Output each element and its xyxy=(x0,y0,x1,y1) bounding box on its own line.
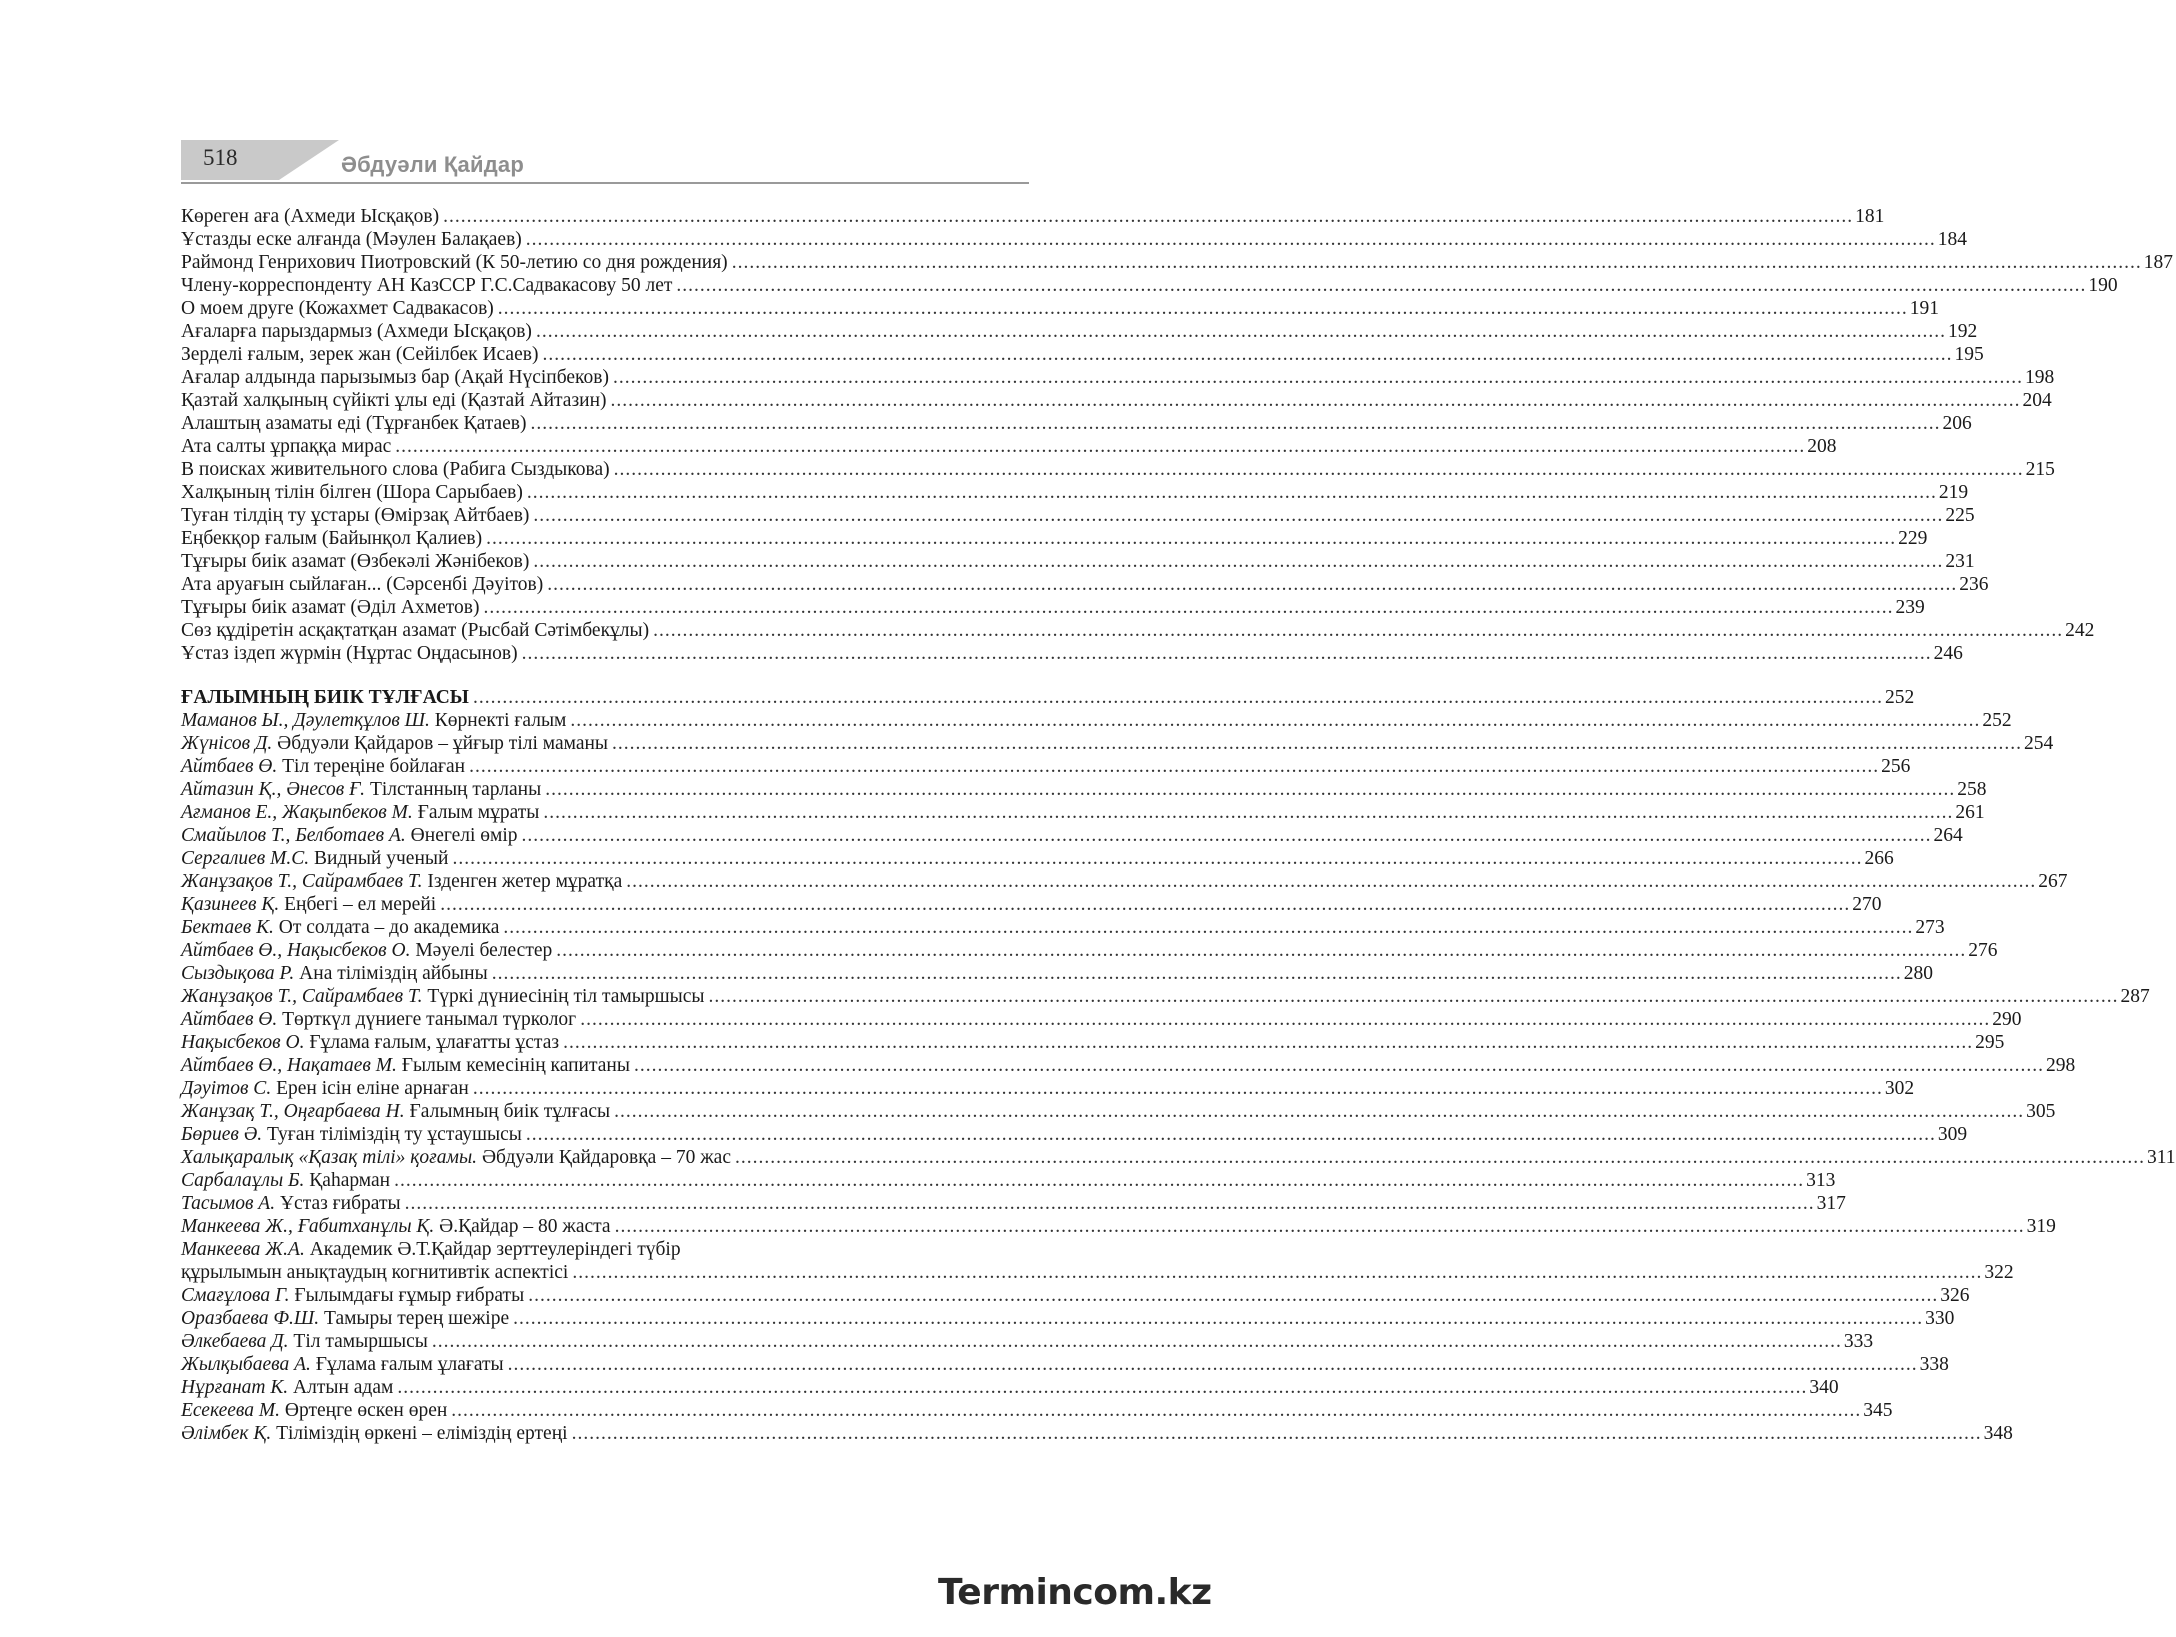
toc-entry-title: Тілстанның тарланы xyxy=(369,779,542,800)
toc-entry[interactable] xyxy=(181,527,1928,550)
toc-entry-title: Ғалымның биік тұлғасы xyxy=(409,1101,611,1122)
toc-entry[interactable] xyxy=(181,824,1963,847)
toc-entry-page: 276 xyxy=(1968,940,1998,961)
toc-entry-author: Нақысбеков О. xyxy=(181,1032,305,1053)
toc-entry-text xyxy=(181,1376,393,1399)
toc-entry-author: Сергалиев М.С. xyxy=(181,848,310,869)
dot-leader xyxy=(580,1008,1990,1031)
toc-entry-author: Манкеева Ж.А. xyxy=(181,1239,305,1260)
toc-entry-page: 311 xyxy=(2147,1147,2176,1168)
toc-entry-title: Қаһарман xyxy=(309,1170,391,1191)
running-title: Әбдуәли Қайдар xyxy=(341,152,524,177)
toc-entry-page: 229 xyxy=(1898,528,1928,549)
toc-entry-title: Академик Ә.Т.Қайдар зерттеулеріндегі түбір xyxy=(309,1239,681,1260)
toc-entry[interactable] xyxy=(181,550,1975,573)
dot-leader xyxy=(498,297,1908,320)
toc-entry[interactable] xyxy=(181,1054,2076,1077)
toc-entry-title: Түркі дүниесінің тіл тамыршысы xyxy=(427,986,705,1007)
section-heading-entry[interactable] xyxy=(181,686,1915,709)
section-heading: ҒАЛЫМНЫҢ БИІК ТҰЛҒАСЫ xyxy=(181,687,469,708)
section-gap xyxy=(181,665,1019,686)
toc-entry-author: Сарбалаұлы Б. xyxy=(181,1170,305,1191)
toc-entry-page: 340 xyxy=(1809,1377,1839,1398)
toc-entry-page: 254 xyxy=(2024,733,2054,754)
toc-entry-author: Жүнісов Д. xyxy=(181,733,273,754)
toc-entry-text xyxy=(181,1054,630,1077)
toc-entry-text xyxy=(181,1146,731,1169)
toc-entry-page: 319 xyxy=(2026,1216,2056,1237)
toc-entry[interactable] xyxy=(181,1169,1836,1192)
toc-entry-title: Ғылым кемесінің капитаны xyxy=(401,1055,630,1076)
table-of-contents xyxy=(181,205,2176,1445)
toc-entry[interactable] xyxy=(181,435,1837,458)
toc-entry-author: Нұрғанат К. xyxy=(181,1377,289,1398)
toc-entry-title: Тіл тамыршысы xyxy=(293,1331,428,1352)
toc-entry-page: 215 xyxy=(2025,459,2055,480)
toc-entry-author: Жанұзақов Т., Сайрамбаев Т. xyxy=(181,871,423,892)
toc-entry-title: Ғалым мұраты xyxy=(417,802,540,823)
toc-entry-page: 298 xyxy=(2045,1055,2076,1076)
toc-entry-text xyxy=(181,939,552,962)
dot-leader xyxy=(542,343,1952,366)
toc-entry-page: 190 xyxy=(2088,275,2118,296)
toc-entry-title: В поисках живительного слова (Рабига Сыздыкова) xyxy=(181,459,610,480)
site-watermark-logo xyxy=(938,1572,1212,1613)
toc-entry-title: Тұғыры биік азамат (Әділ Ахметов) xyxy=(181,597,480,618)
dot-leader xyxy=(533,504,1943,527)
toc-entry-page: 231 xyxy=(1945,551,1975,572)
toc-entry[interactable] xyxy=(181,1353,1949,1376)
dot-leader xyxy=(528,1284,1938,1307)
toc-entry-title: Видный ученый xyxy=(314,848,449,869)
toc-entry-title: Ізденген жетер мұратқа xyxy=(427,871,623,892)
toc-entry-page: 348 xyxy=(1983,1423,2013,1444)
toc-entry-title: Ата салты ұрпаққа мирас xyxy=(181,436,392,457)
toc-entry-page: 287 xyxy=(2120,986,2150,1007)
toc-entry[interactable] xyxy=(181,755,1911,778)
toc-entry-text xyxy=(181,1215,611,1238)
toc-entry-title: Ғылымдағы ғұмыр ғибраты xyxy=(294,1285,525,1306)
toc-entry-title: Туған тіліміздің ту ұстаушысы xyxy=(267,1124,522,1145)
toc-part-2 xyxy=(181,709,2176,1445)
dot-leader xyxy=(469,755,1879,778)
dot-leader xyxy=(508,1353,1918,1376)
toc-entry-title: Көреген аға (Ахмеди Ысқақов) xyxy=(181,206,440,227)
toc-entry-text xyxy=(181,1353,504,1376)
dot-leader xyxy=(443,205,1853,228)
dot-leader xyxy=(526,228,1936,251)
toc-entry-page: 309 xyxy=(1937,1124,1968,1145)
toc-entry-page: 225 xyxy=(1945,505,1975,526)
toc-entry[interactable] xyxy=(181,389,2052,412)
toc-entry-title: Ағалар алдында парызымыз бар (Ақай Нүсіпбеков) xyxy=(181,367,609,388)
toc-entry-title: Туған тілдің ту ұстары (Өмірзақ Айтбаев) xyxy=(181,505,530,526)
dot-leader xyxy=(483,596,1893,619)
toc-entry-page: 305 xyxy=(2026,1101,2056,1122)
toc-entry[interactable] xyxy=(181,251,2173,274)
dot-leader xyxy=(563,1031,1973,1054)
dot-leader xyxy=(634,1054,2044,1077)
toc-entry-author: Әлкебаева Д. xyxy=(181,1331,289,1352)
toc-entry-author: Сыздықова Р. xyxy=(181,963,295,984)
dot-leader xyxy=(473,686,1883,709)
dot-leader xyxy=(522,642,1932,665)
toc-entry-page: 184 xyxy=(1937,229,1968,250)
toc-entry[interactable] xyxy=(181,1100,2056,1123)
toc-entry-page: 256 xyxy=(1881,756,1911,777)
toc-entry-page: 313 xyxy=(1806,1170,1836,1191)
toc-entry[interactable] xyxy=(181,573,1989,596)
toc-entry-author: Ағманов Е., Жақыпбеков М. xyxy=(181,802,413,823)
toc-entry-page: 333 xyxy=(1843,1331,1874,1352)
dot-leader xyxy=(545,778,1955,801)
dot-leader xyxy=(513,1307,1923,1330)
toc-entry-text xyxy=(181,985,704,1008)
toc-entry[interactable] xyxy=(181,320,1978,343)
toc-entry-author: Айтбаев Ө., Нақысбеков О. xyxy=(181,940,411,961)
toc-entry-page: 242 xyxy=(2065,620,2095,641)
toc-entry-page: 326 xyxy=(1940,1285,1970,1306)
page-number-tab-arrow xyxy=(279,140,339,180)
dot-leader xyxy=(572,1261,1982,1284)
toc-entry-title: Ата аруағын сыйлаған... (Сәрсенбі Дәуітов) xyxy=(181,574,544,595)
dot-leader xyxy=(708,985,2118,1008)
toc-entry[interactable] xyxy=(181,1422,2013,1445)
toc-entry-text xyxy=(181,1330,428,1353)
toc-entry-author: Манкеева Ж., Ғабитханұлы Қ. xyxy=(181,1216,435,1237)
toc-entry-title: Өнегелі өмір xyxy=(410,825,518,846)
toc-entry-page: 322 xyxy=(1984,1262,2014,1283)
toc-entry-continuation[interactable] xyxy=(181,1261,2014,1284)
toc-entry-text xyxy=(181,962,488,985)
toc-entry[interactable] xyxy=(181,596,1925,619)
section-page-number: 252 xyxy=(1884,687,1915,708)
toc-entry-page: 302 xyxy=(1884,1078,1915,1099)
toc-entry-title: Раймонд Генрихович Пиотровский (К 50-летию со дня рождения) xyxy=(181,252,728,273)
toc-entry-text xyxy=(181,1123,522,1146)
toc-entry-text xyxy=(181,1077,469,1100)
toc-entry-author: Дәуітов С. xyxy=(181,1078,272,1099)
toc-entry[interactable] xyxy=(181,1238,1019,1261)
dot-leader xyxy=(432,1330,1842,1353)
toc-entry[interactable] xyxy=(181,893,1882,916)
toc-entry[interactable] xyxy=(181,1284,1970,1307)
dot-leader xyxy=(556,939,1966,962)
toc-entry-text xyxy=(181,824,518,847)
dot-leader xyxy=(543,801,1953,824)
toc-part-1 xyxy=(181,205,2173,665)
toc-entry[interactable] xyxy=(181,870,2068,893)
toc-entry[interactable] xyxy=(181,1008,2022,1031)
toc-entry-author: Айтбаев Ө., Нақатаев М. xyxy=(181,1055,397,1076)
dot-leader xyxy=(531,412,1941,435)
toc-entry-title: Ұстазды еске алғанда (Мәулен Балақаев) xyxy=(181,229,522,250)
toc-entry-title: Еңбегі – ел мерейі xyxy=(284,894,437,915)
toc-entry[interactable] xyxy=(181,801,1985,824)
dot-leader xyxy=(394,1169,1804,1192)
toc-entry[interactable] xyxy=(181,343,1984,366)
page-number: 518 xyxy=(203,145,238,170)
toc-entry-author: Тасымов А. xyxy=(181,1193,276,1214)
header-rule xyxy=(181,182,1029,184)
dot-leader xyxy=(492,962,1902,985)
toc-entry-title: Ана тіліміздің айбыны xyxy=(299,963,488,984)
toc-entry-title: Тіл тереңіне бойлаған xyxy=(282,756,466,777)
toc-entry-title: О моем друге (Кожахмет Садвакасов) xyxy=(181,298,494,319)
dot-leader xyxy=(527,481,1937,504)
toc-entry-page: 295 xyxy=(1975,1032,2005,1053)
toc-entry-page: 264 xyxy=(1933,825,1963,846)
toc-entry-title: Әбдуәли Қайдаров – ұйғыр тілі маманы xyxy=(277,733,609,754)
toc-entry-page: 266 xyxy=(1864,848,1894,869)
toc-entry-text xyxy=(181,870,622,893)
toc-entry[interactable] xyxy=(181,205,1885,228)
toc-entry-page: 258 xyxy=(1957,779,1987,800)
toc-entry-text xyxy=(181,1008,576,1031)
dot-leader xyxy=(735,1146,2145,1169)
dot-leader xyxy=(732,251,2142,274)
toc-entry-text xyxy=(181,732,608,755)
toc-entry-title: Алтын адам xyxy=(293,1377,394,1398)
toc-entry-page: 261 xyxy=(1955,802,1985,823)
dot-leader xyxy=(526,1123,1936,1146)
toc-entry-page: 330 xyxy=(1925,1308,1955,1329)
toc-entry-title: Өртеңге өскен өрен xyxy=(284,1400,448,1421)
toc-entry-page: 195 xyxy=(1954,344,1984,365)
dot-leader xyxy=(570,709,1980,732)
toc-entry-text xyxy=(181,1100,610,1123)
toc-entry-author: Қазинеев Қ. xyxy=(181,894,280,915)
toc-entry-title: Ерен ісін еліне арнаған xyxy=(276,1078,469,1099)
toc-entry-title: Халқының тілін білген (Шора Сарыбаев) xyxy=(181,482,523,503)
dot-leader xyxy=(613,366,2023,389)
dot-leader xyxy=(405,1192,1815,1215)
dot-leader xyxy=(533,550,1943,573)
toc-entry[interactable] xyxy=(181,1123,1968,1146)
toc-entry-author: Айтазин Қ., Әнесов Ғ. xyxy=(181,779,366,800)
toc-entry-title-continued: құрылымын анықтаудың когнитивтік аспектісі xyxy=(181,1262,569,1283)
toc-entry[interactable] xyxy=(181,642,1963,665)
dot-leader xyxy=(397,1376,1807,1399)
toc-entry-title: Еңбекқор ғалым (Байынқол Қалиев) xyxy=(181,528,483,549)
toc-entry-page: 219 xyxy=(1938,482,1969,503)
dot-leader xyxy=(615,1215,2025,1238)
toc-entry-page: 204 xyxy=(2022,390,2052,411)
toc-entry-page: 317 xyxy=(1816,1193,1846,1214)
page-header xyxy=(181,140,1029,188)
toc-entry[interactable] xyxy=(181,847,1894,870)
toc-entry-page: 290 xyxy=(1992,1009,2022,1030)
toc-entry[interactable] xyxy=(181,1330,1874,1353)
toc-entry[interactable] xyxy=(181,939,1998,962)
toc-entry-author: Оразбаева Ф.Ш. xyxy=(181,1308,320,1329)
toc-entry[interactable] xyxy=(181,1192,1846,1215)
toc-entry-text xyxy=(181,1169,390,1192)
toc-entry-text xyxy=(181,1192,401,1215)
toc-entry-author: Есекеева М. xyxy=(181,1400,280,1421)
dot-leader xyxy=(452,847,1862,870)
toc-entry-title: Зерделі ғалым, зерек жан (Сейілбек Исаев) xyxy=(181,344,539,365)
toc-entry-text xyxy=(181,1031,559,1054)
toc-entry-text xyxy=(181,1422,568,1445)
toc-entry[interactable] xyxy=(181,709,2012,732)
toc-entry-page: 198 xyxy=(2024,367,2055,388)
dot-leader xyxy=(626,870,2036,893)
toc-entry-page: 280 xyxy=(1903,963,1933,984)
toc-entry[interactable] xyxy=(181,1146,2176,1169)
dot-leader xyxy=(486,527,1896,550)
toc-entry-title: Алаштың азаматы еді (Тұрғанбек Қатаев) xyxy=(181,413,527,434)
toc-entry-author: Бөриев Ә. xyxy=(181,1124,263,1145)
toc-entry-title: Ұстаз ғибраты xyxy=(279,1193,401,1214)
dot-leader xyxy=(473,1077,1883,1100)
dot-leader xyxy=(614,458,2024,481)
toc-entry-text xyxy=(181,1284,524,1307)
toc-entry[interactable] xyxy=(181,619,2095,642)
toc-entry-text xyxy=(181,1399,447,1422)
toc-entry-title: Мәуелі белестер xyxy=(415,940,553,961)
toc-entry-page: 246 xyxy=(1933,643,1963,664)
toc-entry-author: Айтбаев Ө. xyxy=(181,756,278,777)
dot-leader xyxy=(503,916,1913,939)
dot-leader xyxy=(614,1100,2024,1123)
toc-entry-page: 270 xyxy=(1852,894,1882,915)
toc-entry-author: Жанұзақ Т., Оңғарбаева Н. xyxy=(181,1101,405,1122)
toc-entry-page: 273 xyxy=(1915,917,1945,938)
toc-entry-title: Көрнекті ғалым xyxy=(434,710,567,731)
toc-entry-title: Сөз құдіретін асқақтатқан азамат (Рысбай Сәтімбекұлы) xyxy=(181,620,650,641)
dot-leader xyxy=(536,320,1946,343)
dot-leader xyxy=(451,1399,1861,1422)
toc-entry[interactable] xyxy=(181,1376,1839,1399)
toc-entry-text xyxy=(181,916,499,939)
toc-entry-title: Ұстаз іздеп жүрмін (Нұртас Оңдасынов) xyxy=(181,643,518,664)
toc-entry[interactable] xyxy=(181,297,1940,320)
toc-entry[interactable] xyxy=(181,228,1968,251)
toc-entry-title: Тұғыры биік азамат (Өзбекәлі Жәнібеков) xyxy=(181,551,530,572)
toc-entry[interactable] xyxy=(181,1399,1893,1422)
dot-leader xyxy=(611,389,2021,412)
toc-entry-title: Тамыры терең шежіре xyxy=(324,1308,510,1329)
dot-leader xyxy=(395,435,1805,458)
toc-entry[interactable] xyxy=(181,412,1972,435)
toc-entry-page: 345 xyxy=(1863,1400,1893,1421)
toc-entry-page: 208 xyxy=(1807,436,1837,457)
toc-entry-author: Бектаев К. xyxy=(181,917,274,938)
toc-entry[interactable] xyxy=(181,1215,2056,1238)
toc-entry-title: Қазтай халқының сүйікті ұлы еді (Қазтай Айтазин) xyxy=(181,390,607,411)
toc-entry-text xyxy=(181,893,436,916)
toc-entry-page: 181 xyxy=(1855,206,1885,227)
watermark-text: Termincom.kz xyxy=(938,1572,1212,1613)
toc-entry[interactable] xyxy=(181,916,1945,939)
toc-entry-page: 338 xyxy=(1919,1354,1949,1375)
dot-leader xyxy=(676,274,2086,297)
toc-entry-title: Члену-корреспонденту АН КазССР Г.С.Садвакасову 50 лет xyxy=(181,275,673,296)
toc-entry[interactable] xyxy=(181,481,1969,504)
toc-entry-title: Әбдуәли Қайдаровқа – 70 жас xyxy=(481,1147,731,1168)
toc-entry-page: 267 xyxy=(2038,871,2068,892)
toc-entry-text xyxy=(181,709,566,732)
toc-entry-author: Жанұзақов Т., Сайрамбаев Т. xyxy=(181,986,423,1007)
toc-entry-page: 252 xyxy=(1982,710,2012,731)
toc-entry-text xyxy=(181,847,448,870)
toc-entry[interactable] xyxy=(181,1307,1955,1330)
toc-entry-title: Төрткүл дүниеге танымал түрколог xyxy=(282,1009,577,1030)
toc-entry-author: Жылқыбаева А. xyxy=(181,1354,311,1375)
toc-entry-text xyxy=(181,1307,509,1330)
toc-entry-title: От солдата – до академика xyxy=(278,917,500,938)
toc-entry-title: Ағаларға парыздармыз (Ахмеди Ысқақов) xyxy=(181,321,532,342)
toc-entry-page: 187 xyxy=(2143,252,2173,273)
toc-entry-text xyxy=(181,755,465,778)
toc-entry-text xyxy=(181,801,539,824)
toc-entry[interactable] xyxy=(181,274,2118,297)
toc-entry-author: Айтбаев Ө. xyxy=(181,1009,278,1030)
toc-entry[interactable] xyxy=(181,1077,1915,1100)
toc-entry-page: 191 xyxy=(1909,298,1940,319)
toc-entry-page: 206 xyxy=(1942,413,1972,434)
toc-entry-author: Маманов Ы., Дәулетқұлов Ш. xyxy=(181,710,430,731)
toc-entry[interactable] xyxy=(181,962,1933,985)
toc-entry[interactable] xyxy=(181,778,1987,801)
dot-leader xyxy=(612,732,2022,755)
toc-entry-page: 192 xyxy=(1947,321,1978,342)
toc-entry[interactable] xyxy=(181,366,2055,389)
toc-entry[interactable] xyxy=(181,504,1975,527)
dot-leader xyxy=(522,824,1932,847)
toc-entry[interactable] xyxy=(181,458,2055,481)
toc-entry[interactable] xyxy=(181,1031,2005,1054)
toc-entry-title: Тіліміздің өркені – еліміздің ертеңі xyxy=(276,1423,568,1444)
dot-leader xyxy=(547,573,1957,596)
toc-entry-page: 239 xyxy=(1895,597,1925,618)
dot-leader xyxy=(440,893,1850,916)
toc-entry-title: Ғұлама ғалым, ұлағатты ұстаз xyxy=(309,1032,560,1053)
toc-entry[interactable] xyxy=(181,985,2150,1008)
dot-leader xyxy=(572,1422,1982,1445)
toc-entry-title: Ғұлама ғалым ұлағаты xyxy=(315,1354,504,1375)
toc-entry-text xyxy=(181,778,541,801)
toc-entry[interactable] xyxy=(181,732,2054,755)
toc-entry-author: Смағұлова Г. xyxy=(181,1285,290,1306)
toc-entry-title: Ә.Қайдар – 80 жаста xyxy=(439,1216,611,1237)
toc-entry-author: Әлімбек Қ. xyxy=(181,1423,272,1444)
toc-entry-author: Смайылов Т., Белботаев А. xyxy=(181,825,406,846)
dot-leader xyxy=(653,619,2063,642)
toc-entry-page: 236 xyxy=(1959,574,1989,595)
toc-entry-author: Халықаралық «Қазақ тілі» қоғамы. xyxy=(181,1147,478,1168)
